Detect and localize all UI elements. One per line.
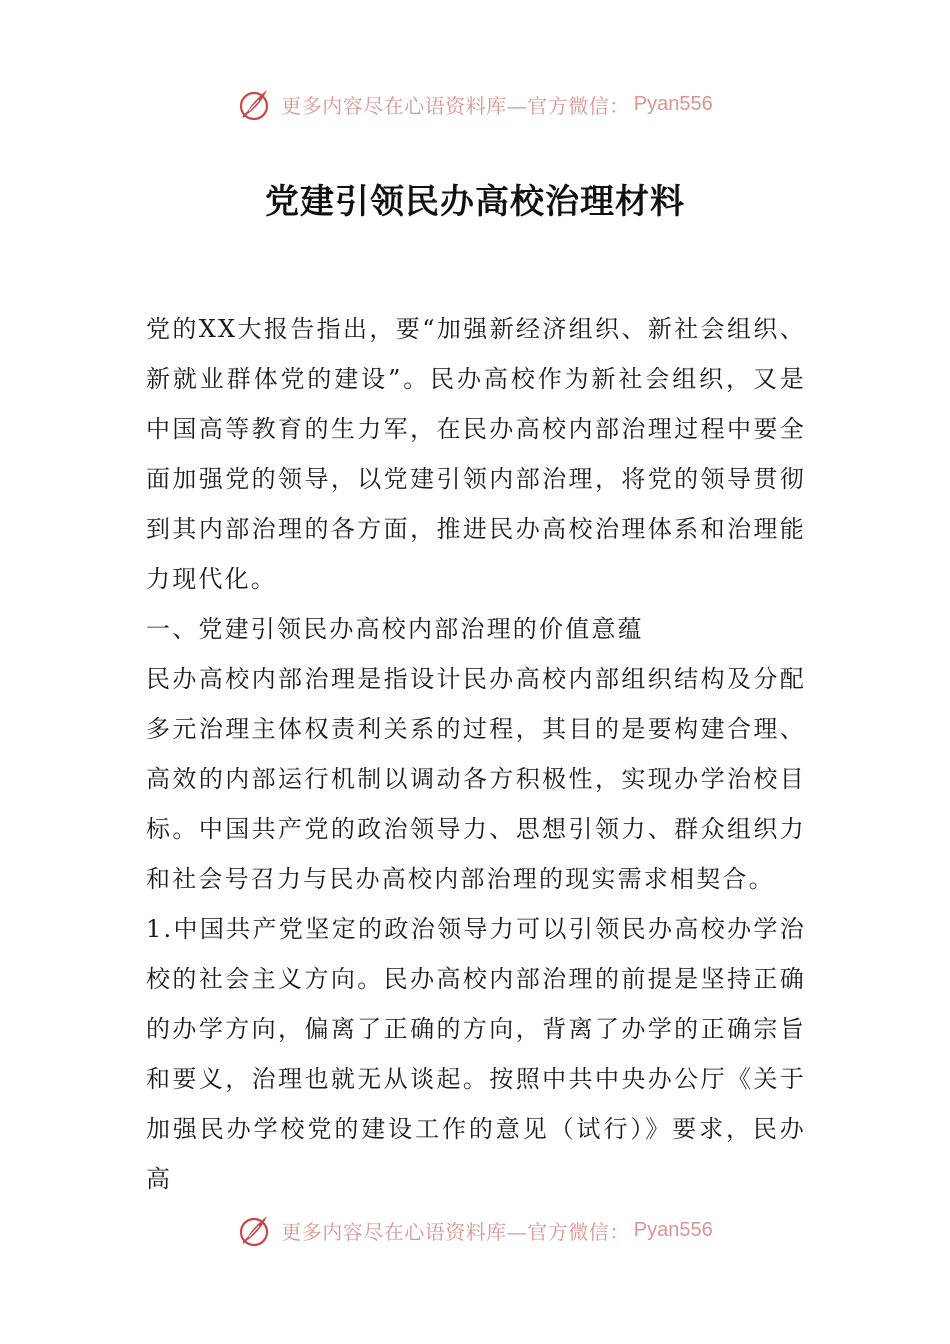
watermark-banner-bottom — [0, 1208, 950, 1252]
document-title: 党建引领民办高校治理材料 — [265, 182, 685, 222]
section-heading-1: 一、党建引领民办高校内部治理的价值意蕴 — [146, 615, 644, 643]
watermark-wechat-id: Pyan556 — [633, 92, 713, 115]
paragraph-intro: 党的XX大报告指出，要“加强新经济组织、新社会组织、新就业群体党的建设”。民办高校作为新社会组织，又是中国高等教育的生力军，在民办高校内部治理过程中要全面加强党的领导，以党建引领内部治理，将党的领导贯彻到其内部治理的各方面，推进民办高校治理体系和治理能力现代化。 — [146, 315, 806, 593]
paragraph-point-1: 1.中国共产党坚定的政治领导力可以引领民办高校办学治校的社会主义方向。民办高校内部治理的前提是坚持正确的办学方向，偏离了正确的方向，背离了办学的正确宗旨和要义，治理也就无从谈起。按照中共中央办公厅《关于加强民办学校党的建设工作的意见（试行）》要求，民办高 — [146, 915, 806, 1193]
paragraph-internal-governance: 民办高校内部治理是指设计民办高校内部组织结构及分配多元治理主体权责利关系的过程，其目的是要构建合理、高效的内部运行机制以调动各方积极性，实现办学治校目标。中国共产党的政治领导力、思想引领力、群众组织力和社会号召力与民办高校内部治理的现实需求相契合。 — [146, 665, 806, 893]
watermark-text: 更多内容尽在心语资料库—官方微信： — [281, 1219, 630, 1244]
quill-logo-icon — [237, 1210, 277, 1250]
quill-logo-icon — [237, 84, 277, 124]
document-body — [146, 304, 806, 1204]
watermark-banner-top — [0, 82, 950, 126]
watermark-text: 更多内容尽在心语资料库—官方微信： — [281, 93, 630, 118]
watermark-wechat-id: Pyan556 — [633, 1218, 713, 1241]
